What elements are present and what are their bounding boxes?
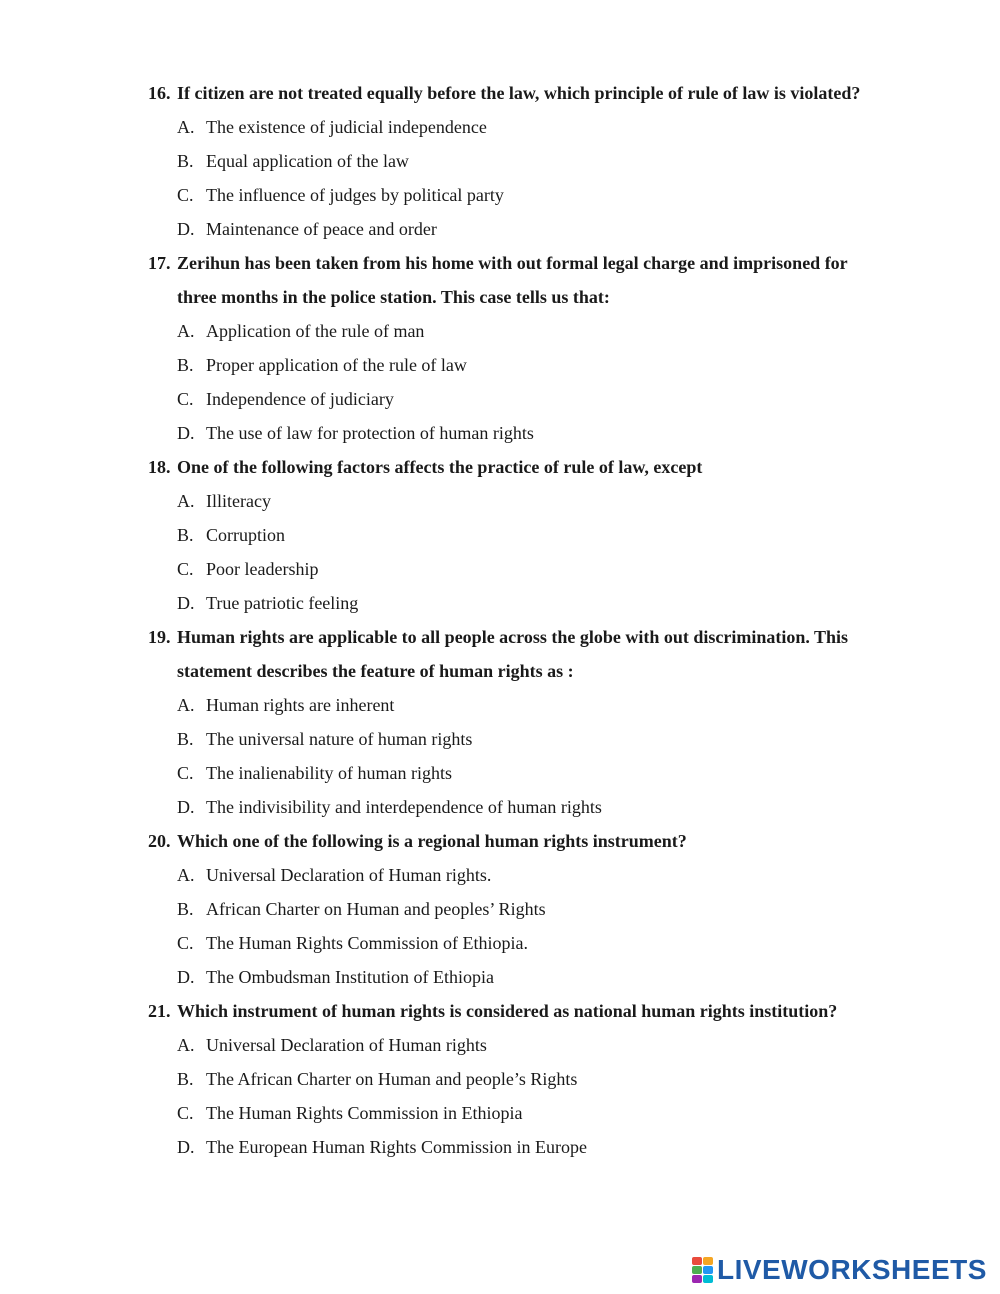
option-b[interactable] [0, 518, 1000, 552]
question-16 [0, 76, 1000, 246]
question-text [177, 76, 937, 110]
question-text-line: three months in the police station. This case tells us that: [177, 287, 610, 307]
option-letter: D. [177, 1137, 195, 1157]
option-letter: A. [177, 695, 195, 715]
question-text [177, 246, 937, 280]
logo-block [692, 1275, 702, 1283]
option-letter: C. [177, 763, 194, 783]
option-letter: A. [177, 1035, 195, 1055]
question-number: 18. [148, 457, 171, 477]
option-c[interactable] [0, 926, 1000, 960]
option-text: The use of law for protection of human rights [206, 423, 534, 443]
logo-block [703, 1275, 713, 1283]
option-letter: B. [177, 729, 194, 749]
option-text: The Ombudsman Institution of Ethiopia [206, 967, 494, 987]
option-letter: C. [177, 933, 194, 953]
option-text: Proper application of the rule of law [206, 355, 467, 375]
logo-block [703, 1266, 713, 1274]
question-number: 21. [148, 1001, 171, 1021]
option-text: The influence of judges by political party [206, 185, 504, 205]
option-text: The inalienability of human rights [206, 763, 452, 783]
option-d[interactable] [0, 790, 1000, 824]
logo-block [692, 1257, 702, 1265]
option-text: Equal application of the law [206, 151, 409, 171]
option-letter: B. [177, 525, 194, 545]
option-text: Illiteracy [206, 491, 271, 511]
option-d[interactable] [0, 212, 1000, 246]
option-letter: D. [177, 423, 195, 443]
option-text: African Charter on Human and peoples’ Rights [206, 899, 546, 919]
question-21 [0, 994, 1000, 1164]
option-d[interactable] [0, 1130, 1000, 1164]
question-text [177, 654, 937, 688]
option-b[interactable] [0, 348, 1000, 382]
question-number: 20. [148, 831, 171, 851]
logo-text: LIVEWORKSHEETS [717, 1254, 987, 1285]
option-c[interactable] [0, 382, 1000, 416]
question-20 [0, 824, 1000, 994]
liveworksheets-logo [692, 1255, 987, 1285]
option-text: The indivisibility and interdependence of human rights [206, 797, 602, 817]
question-text-line: Which instrument of human rights is considered as national human rights institution? [177, 1001, 838, 1021]
option-text: Application of the rule of man [206, 321, 425, 341]
option-b[interactable] [0, 892, 1000, 926]
option-c[interactable] [0, 1096, 1000, 1130]
option-c[interactable] [0, 756, 1000, 790]
option-text: Maintenance of peace and order [206, 219, 437, 239]
option-d[interactable] [0, 586, 1000, 620]
option-text: Independence of judiciary [206, 389, 394, 409]
option-letter: B. [177, 1069, 194, 1089]
question-text [177, 824, 937, 858]
option-text: Corruption [206, 525, 285, 545]
option-letter: B. [177, 355, 194, 375]
question-17 [0, 246, 1000, 450]
option-letter: D. [177, 219, 195, 239]
option-letter: B. [177, 899, 194, 919]
worksheet-page [0, 76, 1000, 1164]
option-text: The existence of judicial independence [206, 117, 487, 137]
option-text: The European Human Rights Commission in Europe [206, 1137, 587, 1157]
option-a[interactable] [0, 858, 1000, 892]
question-text-line: Which one of the following is a regional human rights instrument? [177, 831, 687, 851]
option-text: The African Charter on Human and people’s Rights [206, 1069, 578, 1089]
question-18 [0, 450, 1000, 620]
option-d[interactable] [0, 416, 1000, 450]
option-letter: B. [177, 151, 194, 171]
option-letter: D. [177, 593, 195, 613]
option-a[interactable] [0, 110, 1000, 144]
option-letter: C. [177, 1103, 194, 1123]
option-letter: C. [177, 559, 194, 579]
option-a[interactable] [0, 688, 1000, 722]
question-text-line: If citizen are not treated equally before the law, which principle of rule of law is violated? [177, 83, 861, 103]
option-letter: A. [177, 321, 195, 341]
question-text [177, 280, 937, 314]
question-text [177, 994, 937, 1028]
question-19 [0, 620, 1000, 824]
question-text [177, 620, 937, 654]
option-text: Universal Declaration of Human rights [206, 1035, 487, 1055]
logo-block [703, 1257, 713, 1265]
option-d[interactable] [0, 960, 1000, 994]
option-text: Poor leadership [206, 559, 319, 579]
question-text-line: statement describes the feature of human rights as : [177, 661, 574, 681]
option-c[interactable] [0, 552, 1000, 586]
option-text: The universal nature of human rights [206, 729, 473, 749]
option-letter: C. [177, 185, 194, 205]
question-number: 17. [148, 253, 171, 273]
option-c[interactable] [0, 178, 1000, 212]
question-text-line: One of the following factors affects the practice of rule of law, except [177, 457, 703, 477]
option-letter: A. [177, 117, 195, 137]
option-letter: D. [177, 967, 195, 987]
option-b[interactable] [0, 144, 1000, 178]
question-text-line: Human rights are applicable to all people across the globe with out discrimination. This [177, 627, 849, 647]
option-a[interactable] [0, 1028, 1000, 1062]
option-text: Human rights are inherent [206, 695, 395, 715]
option-a[interactable] [0, 314, 1000, 348]
question-text-line: Zerihun has been taken from his home with out formal legal charge and imprisoned for [177, 253, 848, 273]
option-text: The Human Rights Commission in Ethiopia [206, 1103, 523, 1123]
option-letter: A. [177, 491, 195, 511]
question-number: 19. [148, 627, 171, 647]
option-letter: C. [177, 389, 194, 409]
logo-block [692, 1266, 702, 1274]
option-letter: A. [177, 865, 195, 885]
question-number: 16. [148, 83, 171, 103]
option-b[interactable] [0, 1062, 1000, 1096]
liveworksheets-mark-icon [692, 1257, 713, 1283]
option-a[interactable] [0, 484, 1000, 518]
option-text: Universal Declaration of Human rights. [206, 865, 492, 885]
option-letter: D. [177, 797, 195, 817]
question-text [177, 450, 937, 484]
option-b[interactable] [0, 722, 1000, 756]
option-text: The Human Rights Commission of Ethiopia. [206, 933, 528, 953]
option-text: True patriotic feeling [206, 593, 359, 613]
